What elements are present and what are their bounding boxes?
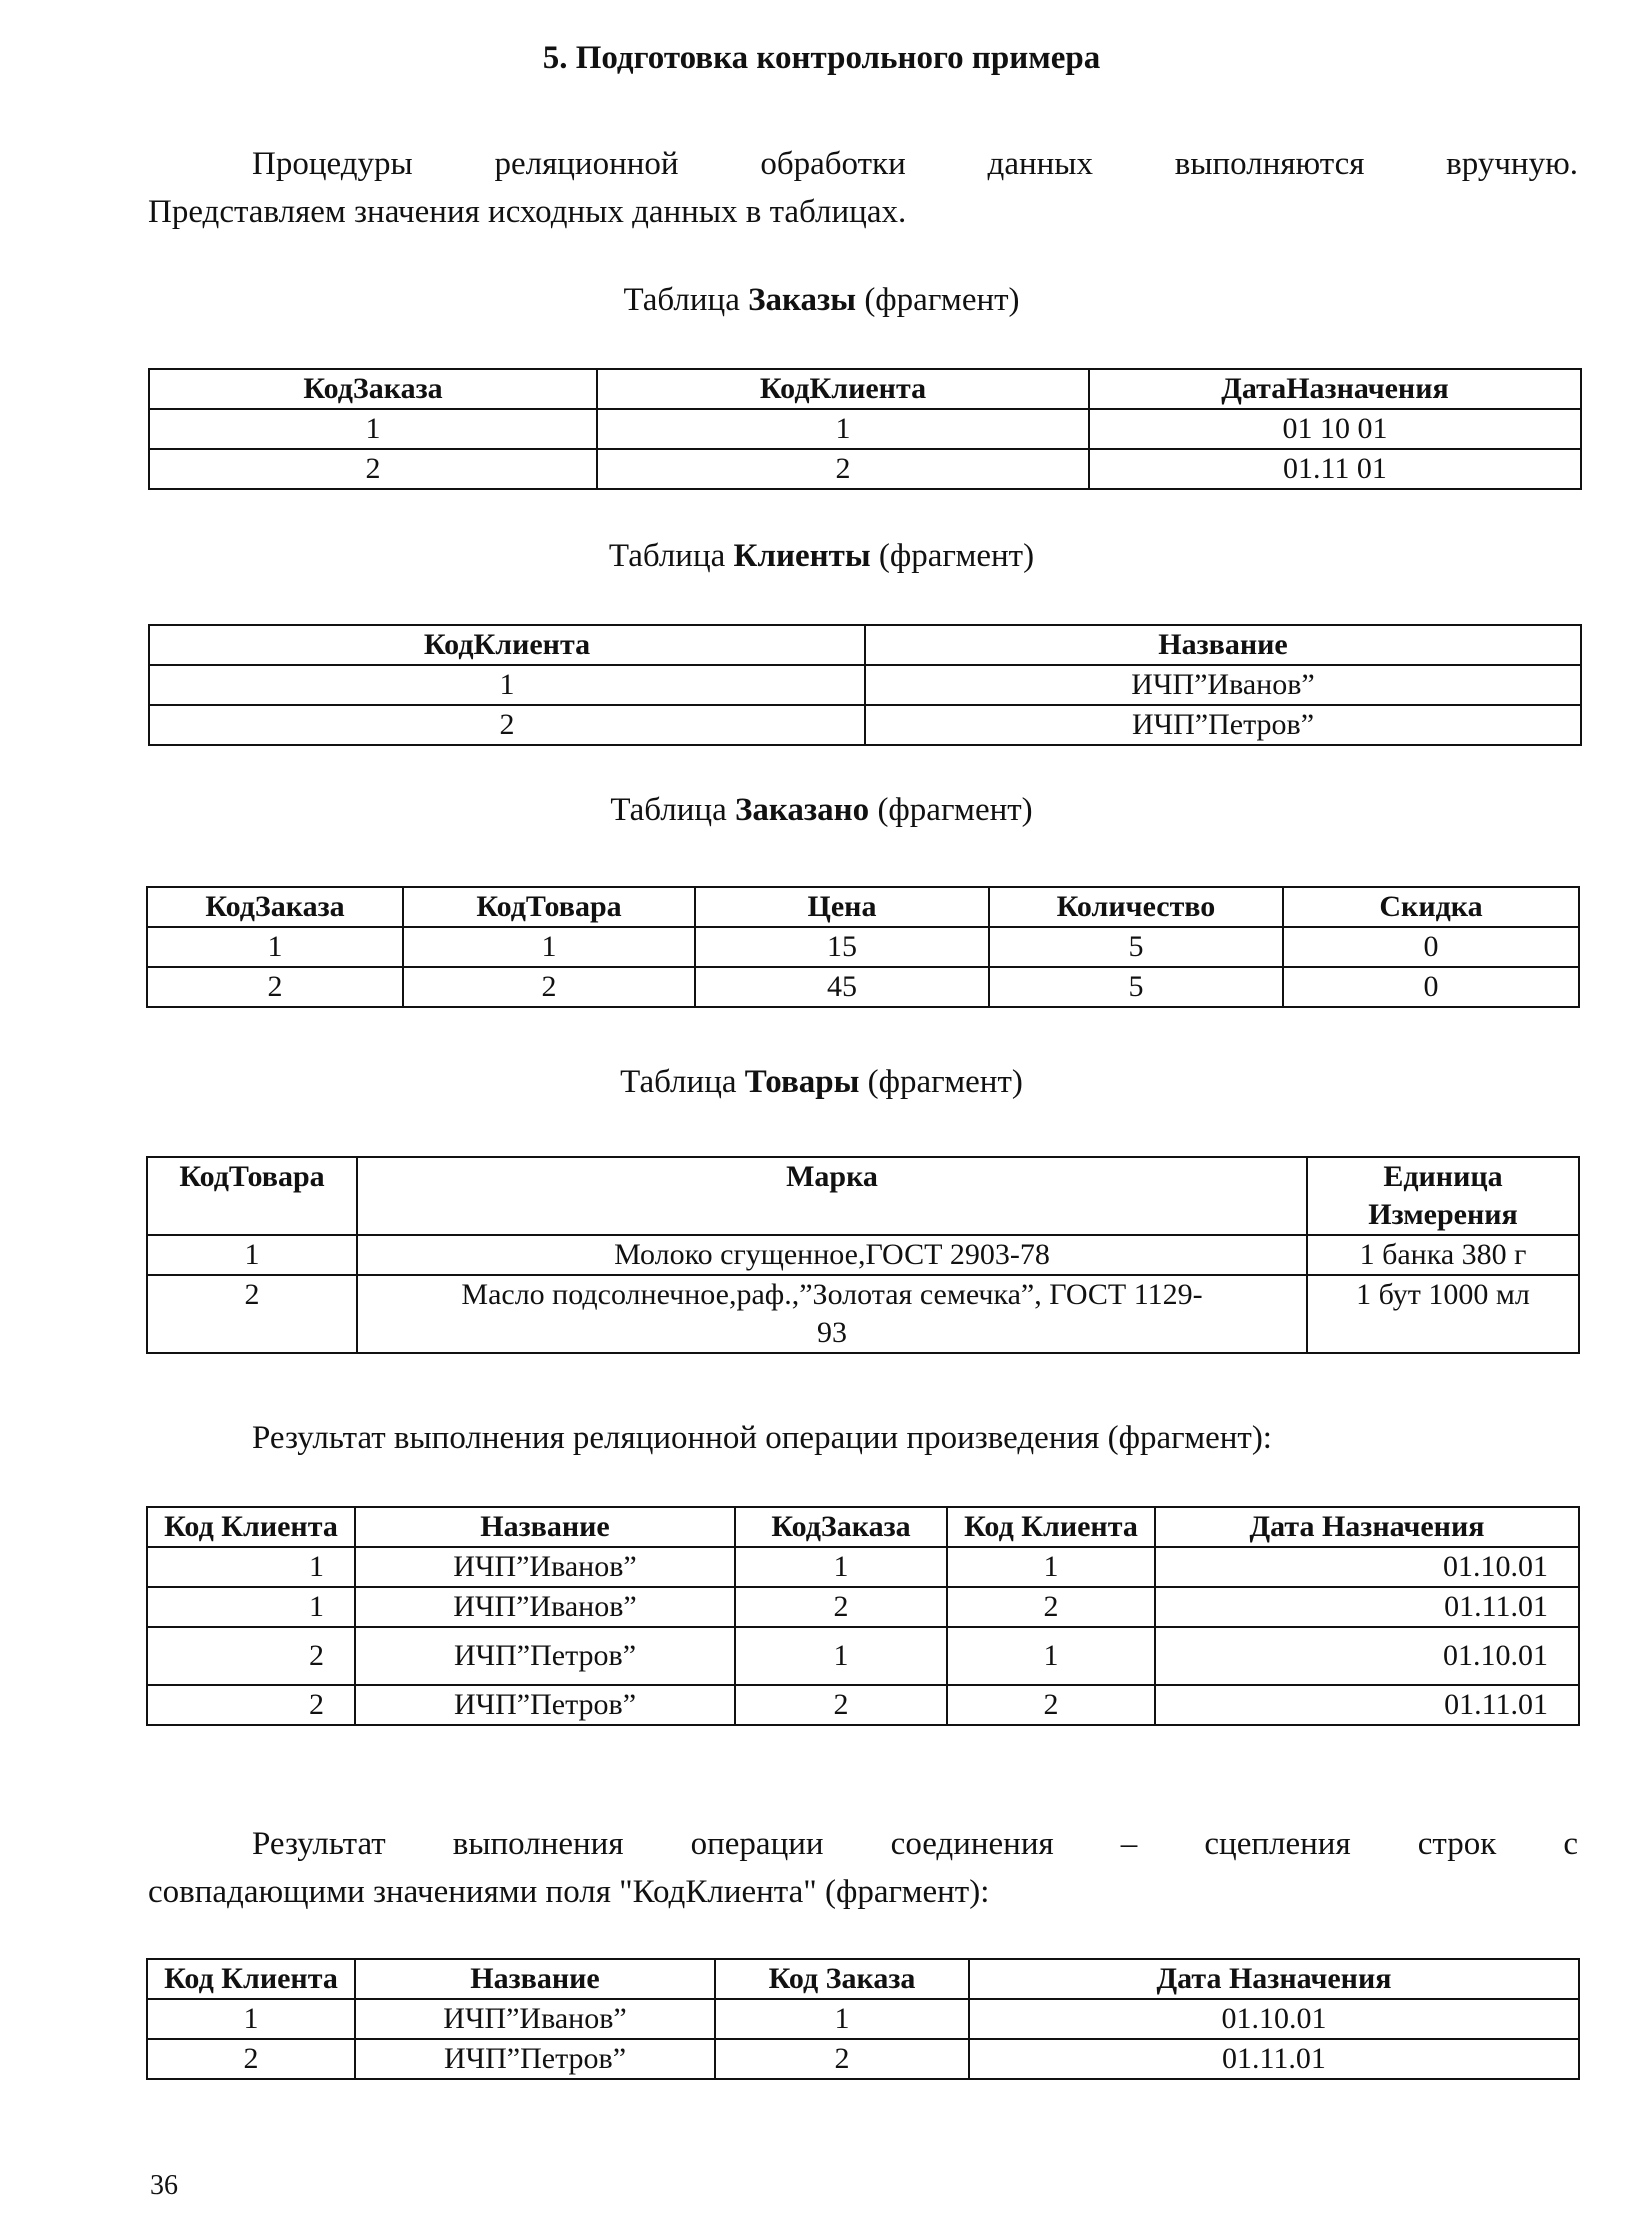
table-cell: 01.10.01	[1155, 1627, 1579, 1685]
table-header: Код Клиента	[947, 1507, 1155, 1547]
table-cell: 1	[147, 1587, 355, 1627]
table-header: Скидка	[1283, 887, 1579, 927]
table-cell: 2	[947, 1587, 1155, 1627]
table-cell: 0	[1283, 967, 1579, 1007]
table-cell: ИЧП”Иванов”	[355, 1999, 715, 2039]
table-header-row	[149, 625, 1581, 665]
table-row	[147, 927, 1579, 967]
table-cell: ИЧП”Петров”	[355, 1685, 735, 1725]
table-cell: 2	[735, 1587, 947, 1627]
table-cell: 2	[149, 449, 597, 489]
intro-line-1: Процедуры реляционной обработки данных выполняются вручную.	[252, 146, 1578, 182]
goods-table	[146, 1156, 1580, 1354]
table-header-row	[147, 1157, 1579, 1235]
table-cell: 1	[147, 1999, 355, 2039]
table-cell: 1	[597, 409, 1089, 449]
caption-suffix: (фрагмент)	[859, 1064, 1023, 1100]
table-cell: 2	[403, 967, 695, 1007]
table-cell: 1	[947, 1627, 1155, 1685]
orders-table	[148, 368, 1582, 490]
clients-table	[148, 624, 1582, 746]
table-row	[149, 409, 1581, 449]
table-header: Цена	[695, 887, 989, 927]
join-result-table	[146, 1958, 1580, 2080]
table-cell: ИЧП”Петров”	[355, 1627, 735, 1685]
intro-paragraph	[148, 140, 1578, 236]
table-cell: ИЧП”Иванов”	[355, 1547, 735, 1587]
section-heading: 5. Подготовка контрольного примера	[542, 40, 1101, 76]
clients-caption	[0, 538, 1643, 575]
table-header: КодТовара	[147, 1157, 357, 1235]
ordered-caption	[0, 792, 1643, 829]
table-cell: 1	[149, 409, 597, 449]
table-row	[147, 1627, 1579, 1685]
caption-suffix: (фрагмент)	[856, 282, 1020, 318]
table-cell: 1	[147, 1235, 357, 1275]
product-result-table	[146, 1506, 1580, 1726]
table-cell: 2	[149, 705, 865, 745]
table-cell: 2	[947, 1685, 1155, 1725]
table-cell: 5	[989, 967, 1283, 1007]
table-header: Название	[355, 1959, 715, 1999]
table-row	[149, 449, 1581, 489]
table-header: КодЗаказа	[147, 887, 403, 927]
table-cell: 1	[715, 1999, 969, 2039]
table-cell: ИЧП”Петров”	[865, 705, 1581, 745]
table-cell: 01.11.01	[969, 2039, 1579, 2079]
table-header: ДатаНазначения	[1089, 369, 1581, 409]
table-cell: 1	[147, 1547, 355, 1587]
orders-caption	[0, 282, 1643, 319]
caption-table-name: Заказы	[748, 282, 857, 318]
table-cell: 01.10.01	[1155, 1547, 1579, 1587]
table-header: Код Клиента	[147, 1959, 355, 1999]
table-header: Название	[355, 1507, 735, 1547]
table-row	[147, 2039, 1579, 2079]
table-header-row	[147, 887, 1579, 927]
table-cell: 2	[147, 1275, 357, 1353]
table-header: КодЗаказа	[735, 1507, 947, 1547]
caption-prefix: Таблица	[610, 792, 735, 828]
join-result-caption-line-1: Результат выполнения операции соединения – сцепления строк с	[252, 1826, 1578, 1862]
table-cell: 01 10 01	[1089, 409, 1581, 449]
table-row	[147, 1275, 1579, 1353]
table-cell: 5	[989, 927, 1283, 967]
caption-table-name: Заказано	[734, 792, 870, 828]
table-header: Количество	[989, 887, 1283, 927]
caption-table-name: Клиенты	[733, 538, 871, 574]
table-header: Код Клиента	[147, 1507, 355, 1547]
table-cell: 01.11 01	[1089, 449, 1581, 489]
table-cell: 2	[735, 1685, 947, 1725]
table-cell: 1	[947, 1547, 1155, 1587]
table-header-row	[147, 1507, 1579, 1547]
intro-line-2: Представляем значения исходных данных в таблицах.	[148, 194, 907, 230]
product-result-caption	[148, 1414, 1578, 1462]
caption-table-name: Товары	[744, 1064, 860, 1100]
table-cell: 2	[147, 1685, 355, 1725]
table-cell: 2	[147, 2039, 355, 2079]
table-row	[147, 967, 1579, 1007]
table-cell: 15	[695, 927, 989, 967]
table-header: Название	[865, 625, 1581, 665]
table-cell: 2	[597, 449, 1089, 489]
table-cell: 1	[403, 927, 695, 967]
goods-caption	[0, 1064, 1643, 1101]
table-cell: 0	[1283, 927, 1579, 967]
table-cell: 2	[715, 2039, 969, 2079]
table-header: КодЗаказа	[149, 369, 597, 409]
table-header: КодКлиента	[597, 369, 1089, 409]
table-row	[147, 1235, 1579, 1275]
table-cell: 1 банка 380 г	[1307, 1235, 1579, 1275]
table-row	[149, 665, 1581, 705]
table-header: Дата Назначения	[969, 1959, 1579, 1999]
table-cell: Масло подсолнечное,раф.,”Золотая семечка”, ГОСТ 1129-93	[357, 1275, 1307, 1353]
table-cell: 2	[147, 967, 403, 1007]
table-header: Единица Измерения	[1307, 1157, 1579, 1235]
table-cell: 01.11.01	[1155, 1587, 1579, 1627]
table-cell: 01.11.01	[1155, 1685, 1579, 1725]
table-header-row	[147, 1959, 1579, 1999]
table-header: КодКлиента	[149, 625, 865, 665]
table-cell: Молоко сгущенное,ГОСТ 2903-78	[357, 1235, 1307, 1275]
table-header: Дата Назначения	[1155, 1507, 1579, 1547]
join-result-caption-line-2: совпадающими значениями поля "КодКлиента" (фрагмент):	[148, 1874, 990, 1910]
table-cell: ИЧП”Иванов”	[355, 1587, 735, 1627]
table-cell: 1	[147, 927, 403, 967]
caption-suffix: (фрагмент)	[869, 792, 1033, 828]
table-row	[147, 1999, 1579, 2039]
table-cell: 1	[735, 1547, 947, 1587]
caption-suffix: (фрагмент)	[870, 538, 1035, 574]
join-result-caption	[148, 1820, 1578, 1916]
table-cell: 1 бут 1000 мл	[1307, 1275, 1579, 1353]
table-cell: 1	[735, 1627, 947, 1685]
product-result-caption-text: Результат выполнения реляционной операции произведения (фрагмент):	[252, 1420, 1272, 1456]
table-header-row	[149, 369, 1581, 409]
caption-prefix: Таблица	[608, 538, 734, 574]
table-cell: 2	[147, 1627, 355, 1685]
table-cell: 1	[149, 665, 865, 705]
ordered-table	[146, 886, 1580, 1008]
caption-prefix: Таблица	[620, 1064, 745, 1100]
table-header: Марка	[357, 1157, 1307, 1235]
table-row	[147, 1547, 1579, 1587]
page-number: 36	[150, 2170, 178, 2201]
table-cell: ИЧП”Петров”	[355, 2039, 715, 2079]
table-header: КодТовара	[403, 887, 695, 927]
caption-prefix: Таблица	[623, 282, 749, 318]
table-header: Код Заказа	[715, 1959, 969, 1999]
table-row	[147, 1587, 1579, 1627]
table-row	[147, 1685, 1579, 1725]
table-cell: ИЧП”Иванов”	[865, 665, 1581, 705]
table-row	[149, 705, 1581, 745]
table-cell: 01.10.01	[969, 1999, 1579, 2039]
table-cell: 45	[695, 967, 989, 1007]
